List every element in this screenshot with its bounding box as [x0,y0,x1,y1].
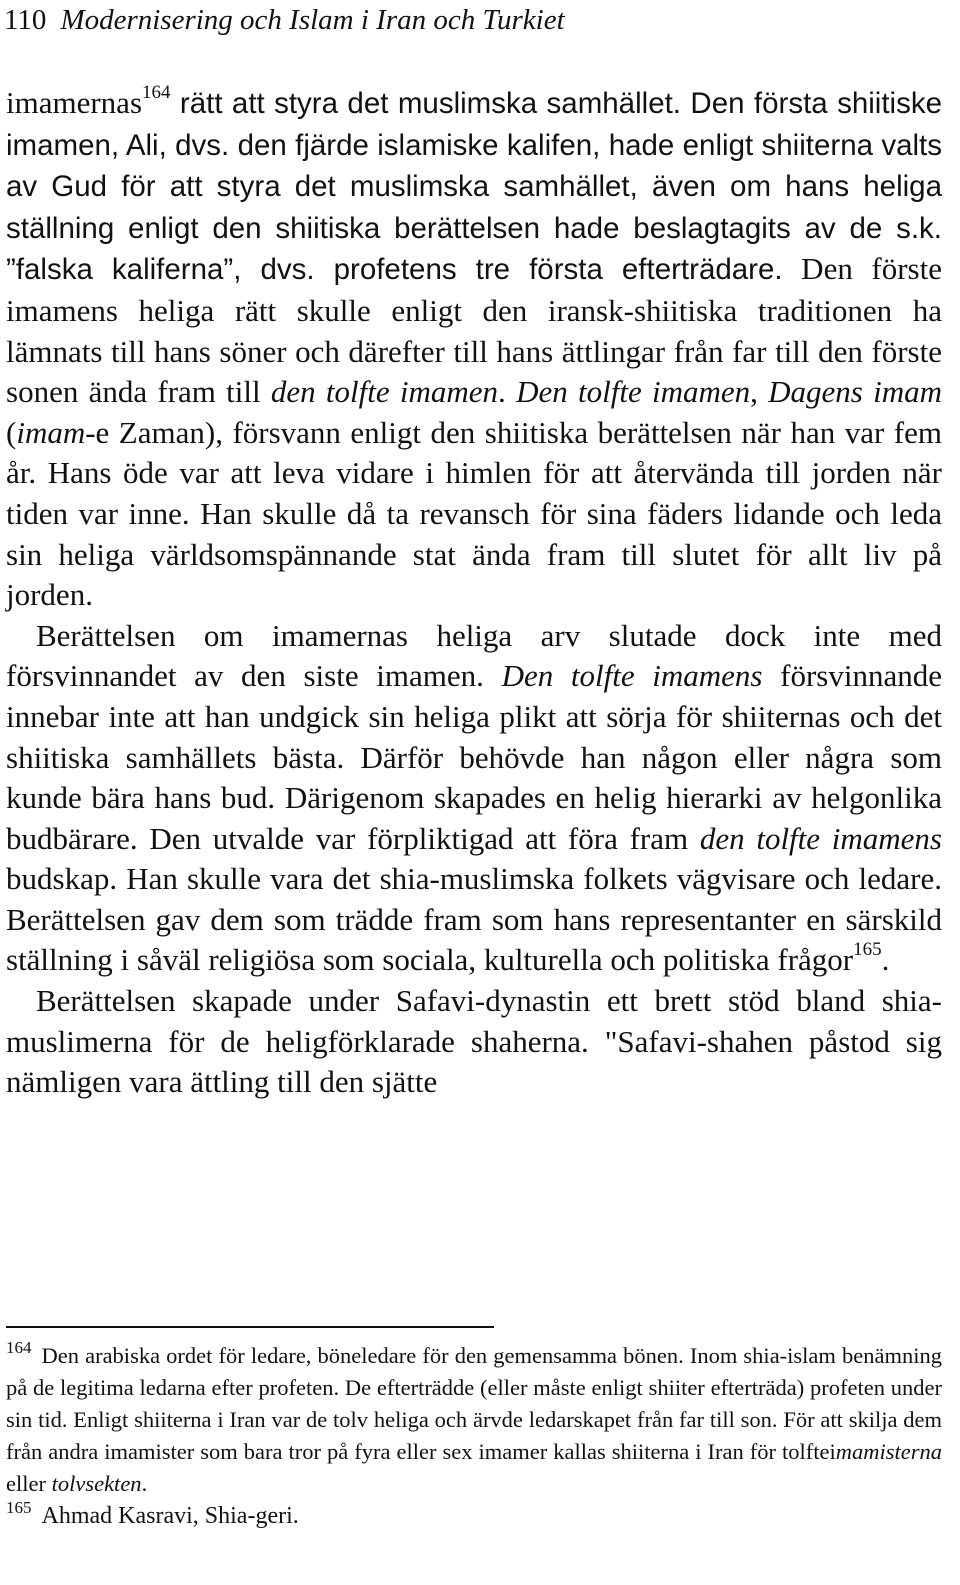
footnote-165 [6,1500,942,1532]
text-run: , [750,374,769,410]
footnote-text: . [141,1471,148,1496]
paragraph-1 [6,83,942,616]
footnote-164 [6,1340,942,1500]
text-run: försvinnande innebar inte att han undgick sin heliga plikt att sörja för shiiternas och det shiitiska samhällets bästa. Därför behövde han någon eller några som kunde bära hans bud. Därigenom skapades en helig hierarki av helgonlika budbärare. Den utvalde var förpliktigad att föra fram [6,658,942,856]
emphasis: den tolfte imamens [699,820,942,856]
emphasis: tolvsekten [51,1471,142,1496]
footnotes [6,1340,942,1532]
emphasis: den tolfte imamen [270,374,499,410]
emphasis: mamisterna [835,1439,942,1464]
running-title: Modernisering och Islam i Iran och Turkiet [60,4,565,36]
text-run: rätt att styra det muslimska samhället. Den första shiitiske imamen, Ali, dvs. den fjärde islamiske kalifen, hade enligt shiiterna valts av Gud för att styra det muslimska samhället, även om hans heliga ställning enligt den shiitiska berättelsen hade beslagtagits av de s.k. ”falska kaliferna”, dvs. profetens tre första efterträdare. [6,87,942,287]
footnote-number: 165 [6,1498,32,1517]
text-run: budskap. Han skulle vara det shia-muslimska folkets vägvisare och ledare. Berättelsen gav dem som trädde fram som hans representanter en särskild ställning i såväl religiösa som sociala, kulturella och politiska frågor [6,861,942,978]
paragraph-2 [6,616,942,981]
emphasis: imam [16,414,86,450]
text-run: Berättelsen om imamernas heliga arv slutade dock inte med försvinnandet av den siste imamen. [6,617,942,694]
emphasis: Den tolfte imamens [501,658,763,694]
emphasis: Dagens imam [768,374,943,410]
body-text [6,83,942,1103]
text-run: Den förste imamens heliga rätt skulle enligt den iransk-shiitiska traditionen ha lämnats till hans söner och därefter till hans ättlingar från far till den förste sonen ända fram till [6,251,942,410]
text-run: försvann enligt den shiitiska berättelsen när han var fem år. Hans öde var att leva vidare i himlen för att återvända till jorden när tiden var inne. Han skulle då ta revansch för sina fäders lidande och leda sin heliga världsomspännande stat ända fram till slutet för allt liv på jorden. [6,414,942,613]
text-run: imamernas [6,85,143,120]
footnote-ref-165[interactable]: 165 [853,939,882,961]
footnote-ref-164[interactable]: 164 [142,82,171,103]
footnote-separator [6,1326,494,1328]
text-run: . [498,374,517,410]
footnote-text: eller [6,1471,52,1496]
text-run: Berättelsen skapade under Safavi-dynastin ett brett stöd bland shia-muslimerna för de heligförklarade shaherna. "Safavi-shahen påstod sig nämligen vara ättling till den sjätte [6,983,942,1100]
footnote-text: Ahmad Kasravi, Shia-geri. [41,1503,299,1529]
footnote-text: Den arabiska ordet för ledare, böneledare för den gemensamma bönen. Inom shia-islam benämning på de legitima ledarna efter profeten. De efterträdde (eller måste enligt shiiter efterträda) profeten under sin tid. Enligt shiiterna i Iran var de tolv heliga och ärvde ledarskapet från far till son. För att skilja dem från andra imamister som bara tror på fyra eller sex imamer kallas shiiterna i Iran för tolftei [6,1343,942,1464]
text-run: . [881,942,890,978]
page-number: 110 [4,4,47,36]
footnote-number: 164 [6,1338,32,1357]
running-header [4,3,565,37]
text-run: -e Zaman), [85,414,223,450]
text-run: ( [6,414,17,450]
paragraph-3 [6,981,942,1103]
emphasis: Den tolfte imamen [516,374,751,410]
